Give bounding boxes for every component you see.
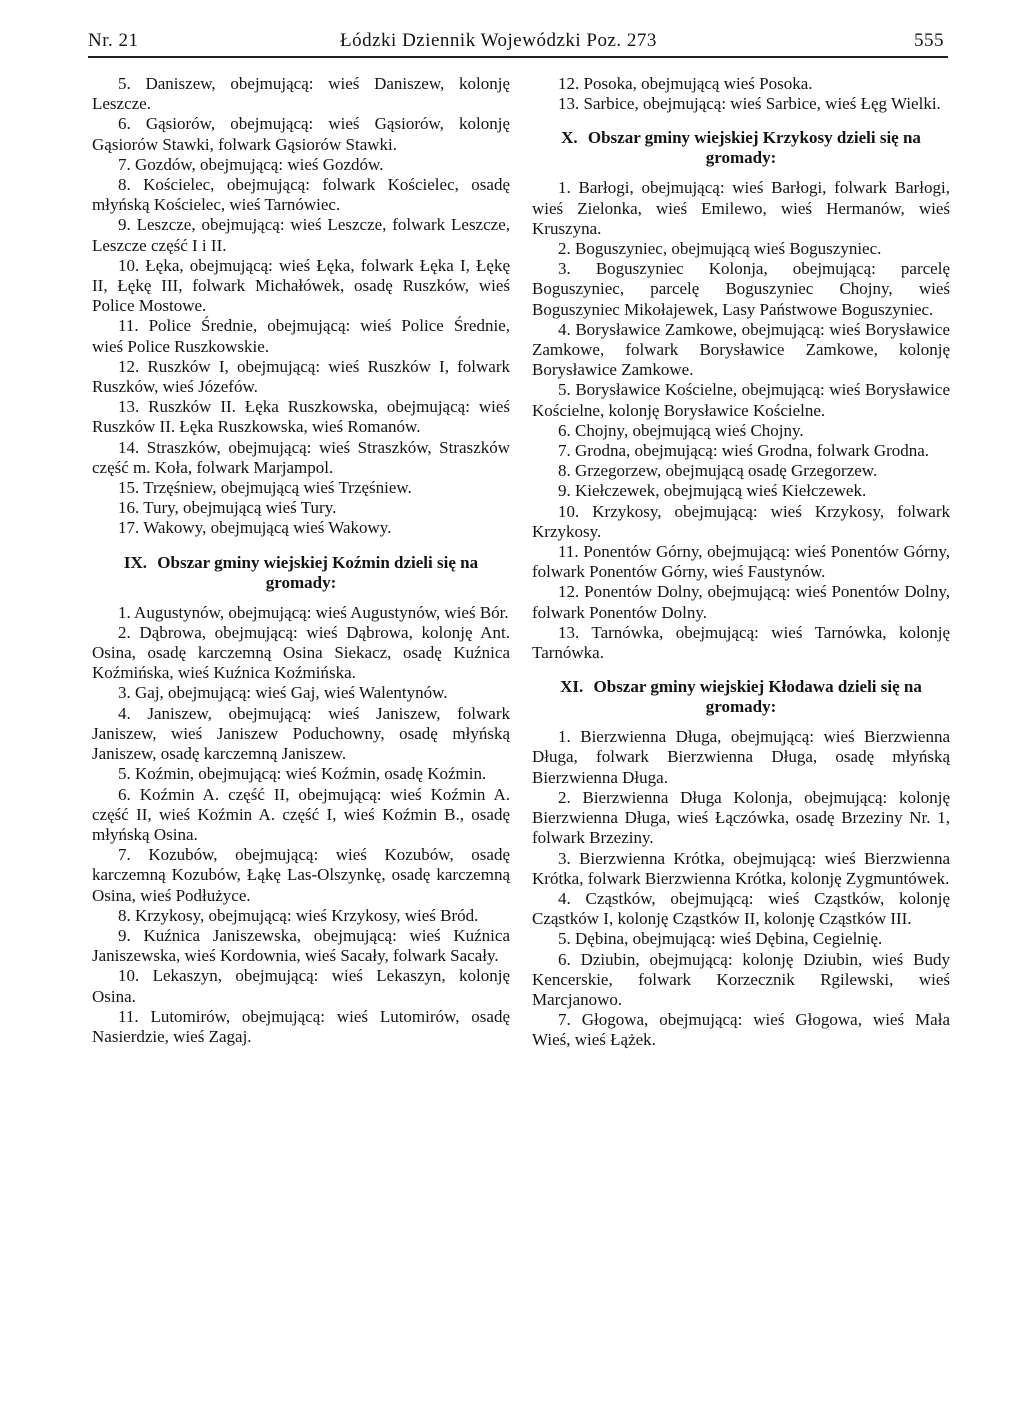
section-title: Obszar gminy wiejskiej Krzykosy dzieli się na gromady:: [587, 128, 921, 168]
right-column: [532, 74, 950, 1051]
section-number: XI.: [560, 677, 584, 697]
list-item: 14. Straszków, obejmującą: wieś Straszków, Straszków część m. Koła, folwark Marjampol.: [92, 437, 510, 477]
list-item: 17. Wakowy, obejmującą wieś Wakowy.: [118, 518, 392, 538]
list-item: 7. Głogowa, obejmującą: wieś Głogowa, wieś Mała Wieś, wieś Łążek.: [532, 1010, 950, 1050]
list-item: 10. Lekaszyn, obejmującą: wieś Lekaszyn, kolonję Osina.: [92, 966, 510, 1006]
list-item: 6. Koźmin A. część II, obejmującą: wieś Koźmin A. część II, wieś Koźmin A. część I, wieś Koźmin B., osadę młyńską Osina.: [92, 784, 510, 844]
list-item: 11. Ponentów Górny, obejmującą: wieś Ponentów Górny, folwark Ponentów Górny, wieś Faustynów.: [532, 542, 950, 582]
list-item: 2. Dąbrowa, obejmującą: wieś Dąbrowa, kolonję Ant. Osina, osadę karczemną Osina Siekacz, osadę Kuźnica Koźmińska, wieś Kuźnica Koźmińska.: [92, 622, 510, 683]
list-item: 2. Bierzwienna Długa Kolonja, obejmującą: kolonję Bierzwienna Długa, wieś Łączówka, osadę Brzeziny Nr. 1, folwark Brzeziny.: [532, 787, 950, 848]
list-item: 7. Gozdów, obejmującą: wieś Gozdów.: [118, 154, 384, 174]
entries-list-top: [532, 74, 950, 114]
list-item: 2. Boguszyniec, obejmującą wieś Boguszyniec.: [558, 239, 882, 259]
list-item: 6. Dziubin, obejmującą: kolonję Dziubin, wieś Budy Kencerskie, folwark Korzecznik Rgilewski, wieś Marcjanowo.: [532, 949, 950, 1009]
journal-title: Łódzki Dziennik Wojewódzki Poz. 273: [340, 30, 657, 51]
list-item: 8. Grzegorzew, obejmującą osadę Grzegorzew.: [558, 461, 878, 481]
section-heading-xi: [532, 677, 950, 717]
list-item: 4. Cząstków, obejmującą: wieś Cząstków, kolonję Cząstków I, kolonję Cząstków II, kolonję Cząstków III.: [532, 888, 950, 929]
issue-number: Nr. 21: [88, 30, 139, 51]
section-title: Obszar gminy wiejskiej Koźmin dzieli się na gromady:: [157, 552, 479, 592]
list-item: 7. Kozubów, obejmującą: wieś Kozubów, osadę karczemną Kozubów, Łąkę Las-Olszynkę, osadę karczemną Osina, wieś Podłużyce.: [92, 845, 510, 905]
list-item: 9. Kuźnica Janiszewska, obejmującą: wieś Kuźnica Janiszewska, wieś Kordownia, wieś Sacały, folwark Sacały.: [92, 925, 510, 966]
list-item: 5. Koźmin, obejmującą: wieś Koźmin, osadę Koźmin.: [118, 764, 487, 784]
list-item: 3. Bierzwienna Krótka, obejmującą: wieś Bierzwienna Krótka, folwark Bierzwienna Krótka, kolonję Zygmuntówek.: [532, 848, 950, 888]
section-number: IX.: [123, 552, 148, 572]
list-item: 4. Janiszew, obejmującą: wieś Janiszew, folwark Janiszew, wieś Janiszew Poduchowny, osadę młyńską Janiszew, osadę karczemną Janiszew.: [92, 703, 510, 764]
list-item: 4. Borysławice Zamkowe, obejmującą: wieś Borysławice Zamkowe, folwark Borysławice Zamkowe, kolonję Borysławice Zamkowe.: [532, 319, 950, 380]
entries-list-xi: [532, 727, 950, 1050]
list-item: 11. Police Średnie, obejmującą: wieś Police Średnie, wieś Police Ruszkowskie.: [92, 316, 510, 356]
list-item: 13. Tarnówka, obejmującą: wieś Tarnówka, kolonję Tarnówka.: [532, 622, 950, 663]
list-item: 5. Borysławice Kościelne, obejmującą: wieś Borysławice Kościelne, kolonję Borysławice Kościelne.: [532, 380, 950, 420]
entries-list-x: [532, 178, 950, 663]
list-item: 9. Kiełczewek, obejmującą wieś Kiełczewek.: [558, 481, 867, 501]
list-item: 1. Bierzwienna Długa, obejmującą: wieś Bierzwienna Długa, folwark Bierzwienna Długa, osadę młyńską Bierzwienna Długa.: [532, 727, 950, 787]
list-item: 10. Krzykosy, obejmującą: wieś Krzykosy, folwark Krzykosy.: [532, 501, 950, 541]
list-item: 8. Krzykosy, obejmującą: wieś Krzykosy, wieś Bród.: [118, 905, 479, 925]
list-item: 13. Sarbice, obejmującą: wieś Sarbice, wieś Łęg Wielki.: [558, 94, 941, 114]
list-item: 15. Trzęśniew, obejmującą wieś Trzęśniew.: [118, 478, 412, 498]
list-item: 12. Ruszków I, obejmującą: wieś Ruszków I, folwark Ruszków, wieś Józefów.: [92, 356, 510, 397]
list-item: 6. Gąsiorów, obejmującą: wieś Gąsiorów, kolonję Gąsiorów Stawki, folwark Gąsiorów Stawki.: [92, 114, 510, 154]
list-item: 9. Leszcze, obejmującą: wieś Leszcze, folwark Leszcze, Leszcze część I i II.: [92, 215, 510, 255]
entries-list-top: [92, 74, 510, 539]
list-item: 3. Gaj, obejmującą: wieś Gaj, wieś Walentynów.: [118, 683, 448, 703]
list-item: 11. Lutomirów, obejmującą: wieś Lutomirów, osadę Nasierdzie, wieś Zagaj.: [92, 1006, 510, 1046]
list-item: 12. Ponentów Dolny, obejmującą: wieś Ponentów Dolny, folwark Ponentów Dolny.: [532, 582, 950, 622]
list-item: 8. Kościelec, obejmującą: folwark Kościelec, osadę młyńską Kościelec, wieś Tarnówiec.: [92, 175, 510, 215]
section-title: Obszar gminy wiejskiej Kłodawa dzieli się na gromady:: [593, 677, 922, 717]
page-number: 555: [914, 30, 944, 51]
left-column: [92, 74, 510, 1047]
list-item: 12. Posoka, obejmującą wieś Posoka.: [558, 74, 813, 93]
list-item: 1. Barłogi, obejmującą: wieś Barłogi, folwark Barłogi, wieś Zielonka, wieś Emilewo, wieś Hermanów, wieś Kruszyna.: [532, 178, 950, 238]
list-item: 7. Grodna, obejmującą: wieś Grodna, folwark Grodna.: [558, 441, 930, 461]
entries-list-ix: [92, 603, 510, 1047]
section-heading-ix: [92, 553, 510, 593]
list-item: 10. Łęka, obejmującą: wieś Łęka, folwark Łęka I, Łękę II, Łękę III, folwark Michałówek, osadę Ruszków, wieś Police Mostowe.: [92, 255, 510, 316]
list-item: 5. Daniszew, obejmującą: wieś Daniszew, kolonję Leszcze.: [92, 74, 510, 114]
list-item: 5. Dębina, obejmującą: wieś Dębina, Cegielnię.: [558, 929, 883, 949]
list-item: 16. Tury, obejmującą wieś Tury.: [118, 498, 337, 518]
page-header: [88, 26, 948, 58]
list-item: 13. Ruszków II. Łęka Ruszkowska, obejmującą: wieś Ruszków II. Łęka Ruszkowska, wieś Romanów.: [92, 397, 510, 437]
list-item: 1. Augustynów, obejmującą: wieś Augustynów, wieś Bór.: [118, 602, 509, 622]
section-number: X.: [561, 128, 578, 148]
list-item: 3. Boguszyniec Kolonja, obejmującą: parcelę Boguszyniec, parcelę Boguszyniec Chojny, wieś Boguszyniec Mikołajewek, Lasy Państwowe Boguszyniec.: [532, 259, 950, 319]
list-item: 6. Chojny, obejmującą wieś Chojny.: [558, 420, 804, 440]
section-heading-x: [532, 128, 950, 168]
